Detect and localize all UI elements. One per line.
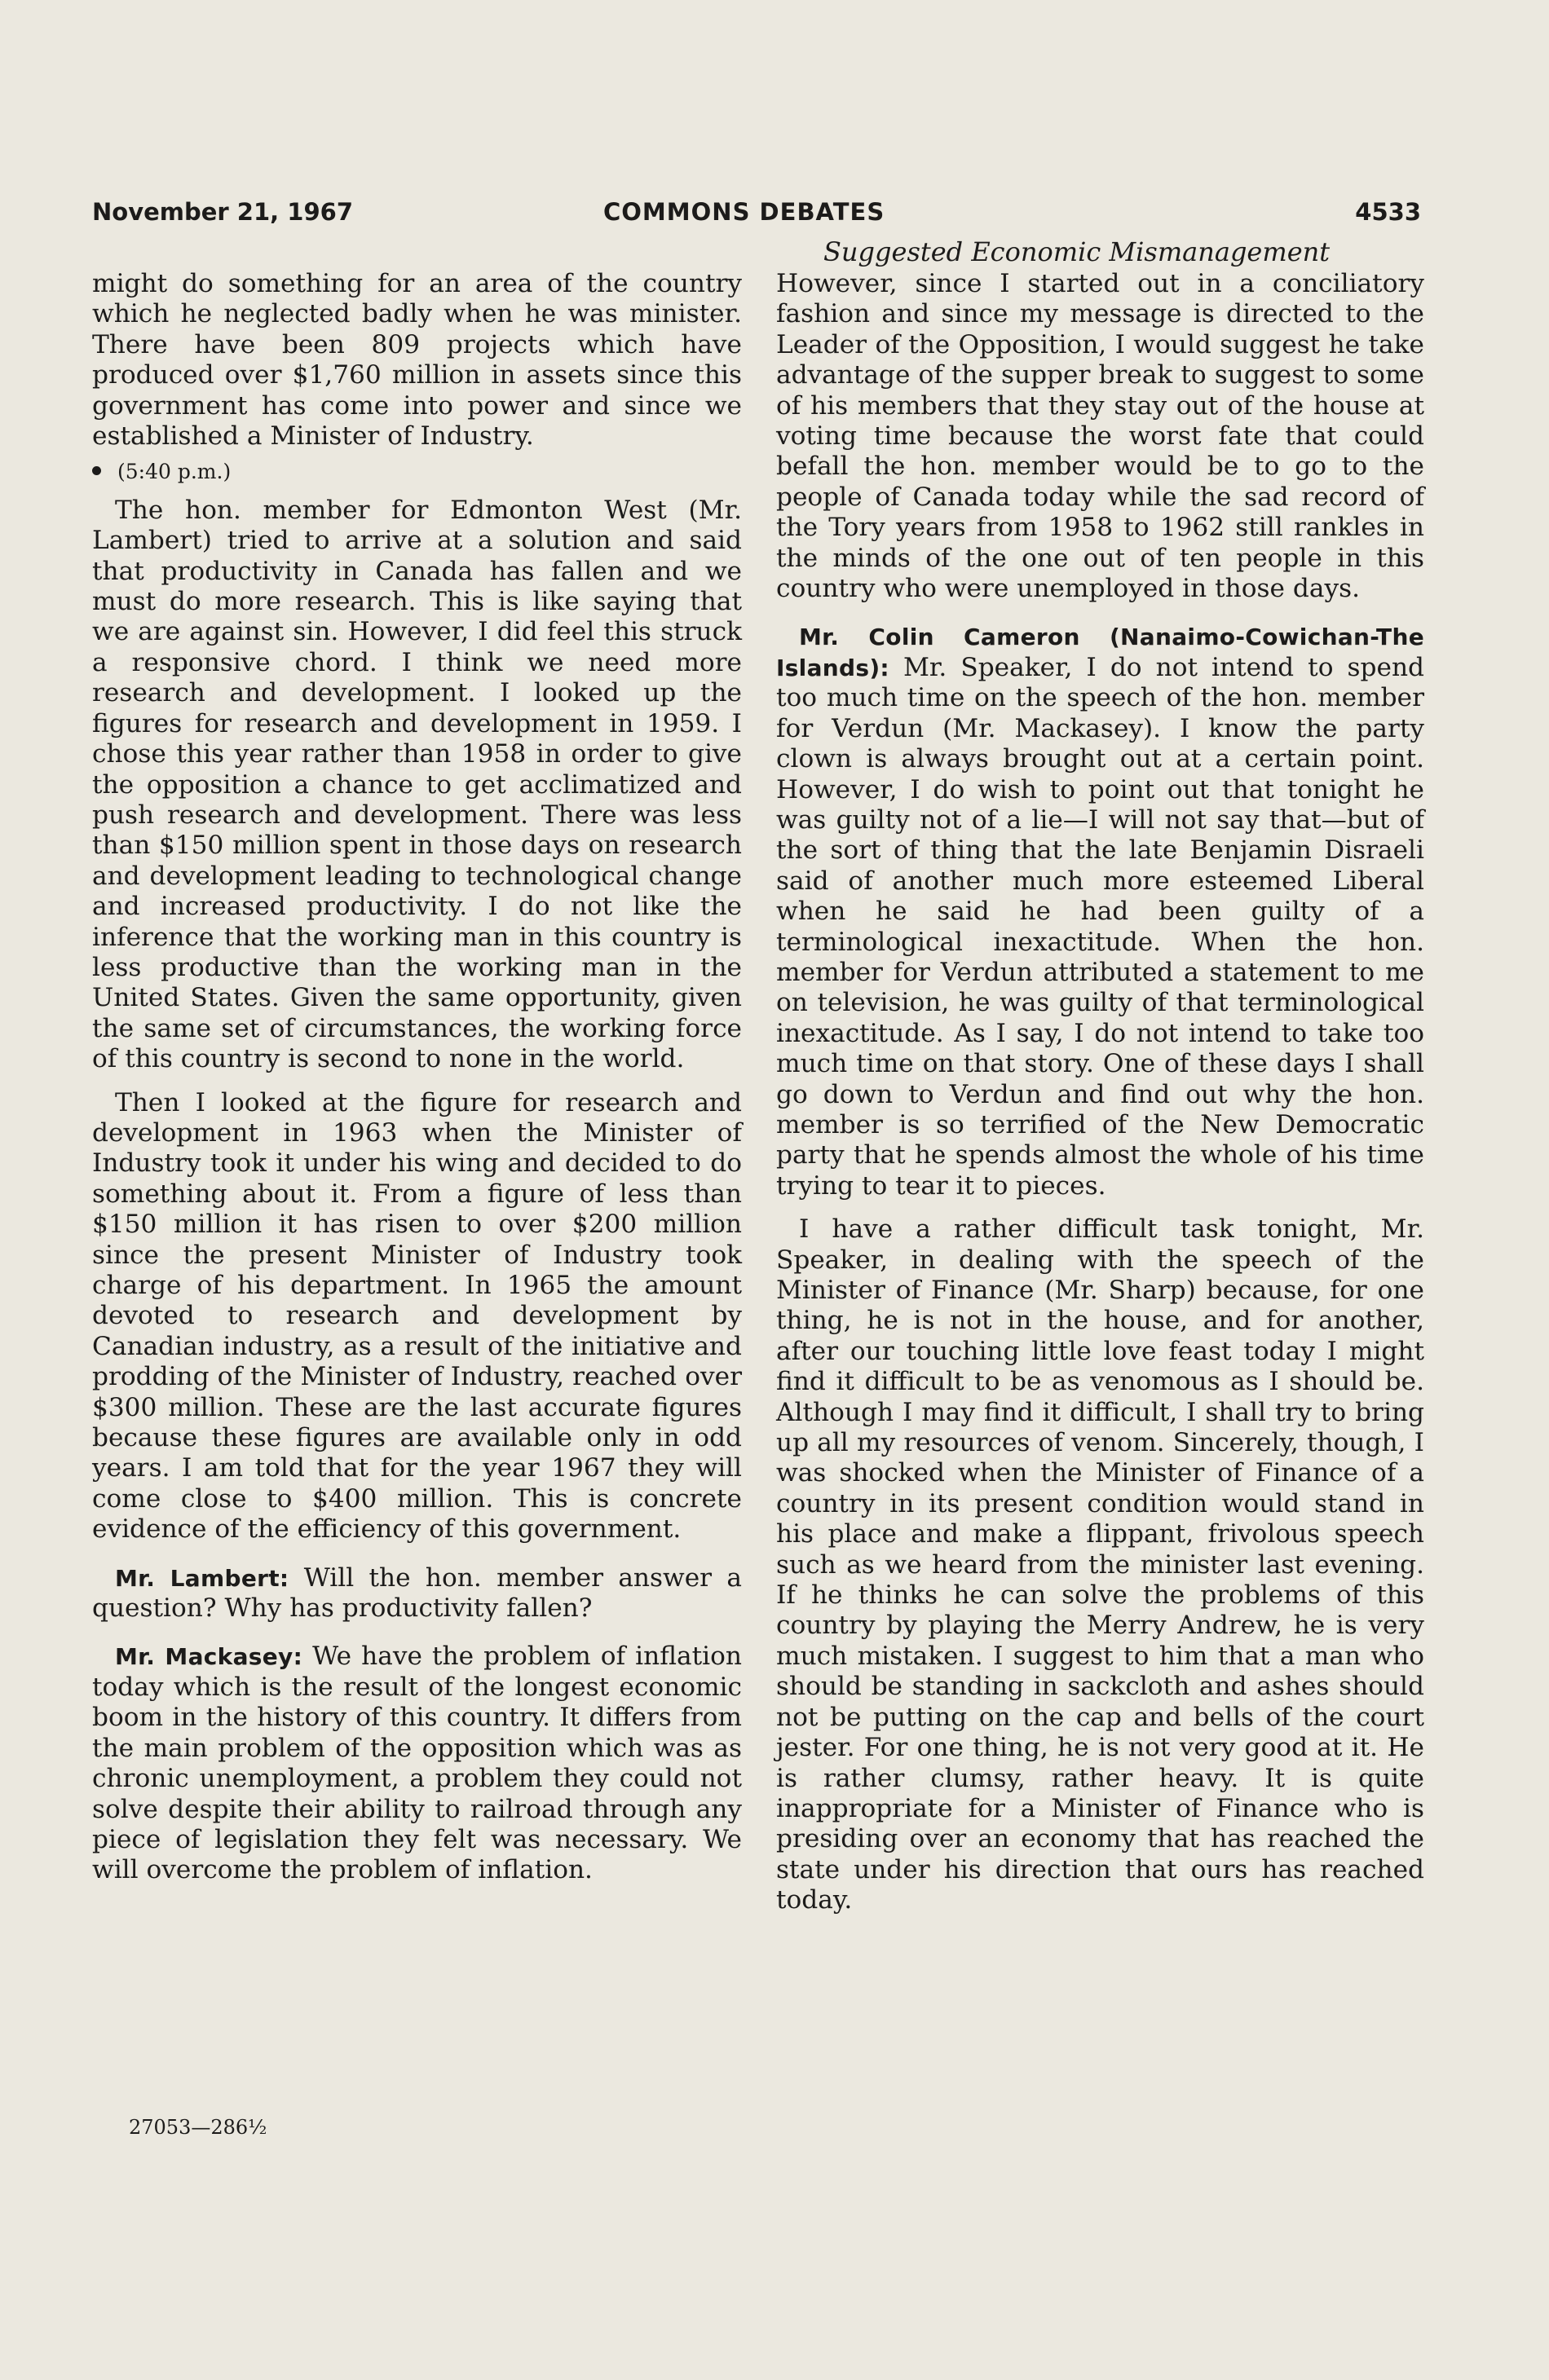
bullet-icon — [92, 466, 101, 475]
paragraph: Then I looked at the figure for research and development in 1963 when the Minister of Industry took it under his wing and decided to do something about it. From a figure of less than $150 million it has risen to over $200 million since the present Minister of Industry took charge of his department. In 1965 the amount devoted to research and development by Canadian industry, as a result of the initiative and prodding of the Minister of Industry, reached over $300 million. These are the last accurate figures because these figures are available only in odd years. I am told that for the year 1967 they will come close to $400 million. This is concrete evidence of the efficiency of this government. — [92, 1087, 742, 1545]
paragraph: However, since I started out in a conciliatory fashion and since my message is directed to the Leader of the Opposition, I would suggest he take advantage of the supper break to suggest to some of his members that they stay out of the house at voting time because the worst fate that could befall the hon. member would be to go to the people of Canada today while the sad record of the Tory years from 1958 to 1962 still rankles in the minds of the one out of ten people in this country who were unemployed in those days. — [776, 269, 1424, 604]
speaker-name: Mr. Lambert: — [115, 1564, 289, 1592]
speech-entry — [92, 1642, 742, 1885]
speech-entry — [776, 622, 1424, 1201]
speaker-name: Mr. Mackasey: — [115, 1643, 303, 1671]
header-journal-title: COMMONS DEBATES — [603, 198, 885, 226]
page-header — [92, 198, 1421, 231]
paragraph: might do something for an area of the country which he neglected badly when he was minister. There have been 809 projects which have produced over $1,760 million in assets since this government has come into power and since we established a Minister of Industry. — [92, 269, 742, 452]
speech-text: Will the hon. member answer a question? Why has productivity fallen? — [92, 1562, 742, 1624]
running-subtitle: Suggested Economic Mismanagement — [823, 236, 1331, 267]
paragraph: I have a rather difficult task tonight, Mr. Speaker, in dealing with the speech of the Minister of Finance (Mr. Sharp) because, for one thing, he is not in the house, and for another, after our touching little love feast today I might find it difficult to be as venomous as I should be. Although I may find it difficult, I shall try to bring up all my resources of venom. Sincerely, though, I was shocked when the Minister of Finance of a country in its present condition would stand in his place and make a flippant, frivolous speech such as we heard from the minister last evening. If he thinks he can solve the problems of this country by playing the Merry Andrew, he is very much mistaken. I suggest to him that a man who should be standing in sackcloth and ashes should not be putting on the cap and bells of the court jester. For one thing, he is not very good at it. He is rather clumsy, rather heavy. It is quite inappropriate for a Minister of Finance who is presiding over an economy that has reached the state under his direction that ours has reached today. — [776, 1214, 1424, 1915]
timestamp-text: (5:40 p.m.) — [117, 460, 232, 484]
speaker-name: Mr. Colin Cameron (Nanaimo-Cowichan-The Islands): — [776, 624, 1424, 681]
timestamp — [92, 456, 742, 487]
speech-text: We have the problem of inflation today which is the result of the longest economic boom in the history of this country. It differs from the main problem of the opposition which was as chronic unemployment, a problem they could not solve despite their ability to railroad through any piece of legislation they felt was necessary. We will overcome the problem of inflation. — [92, 1642, 742, 1885]
right-column — [776, 269, 1424, 1916]
speech-text: Mr. Speaker, I do not intend to spend too much time on the speech of the hon. member for Verdun (Mr. Mackasey). I know the party clown is always brought out at a certain point. However, I do wish to point out that tonight he was guilty not of a lie—I will not say that—but of the sort of thing that the late Benjamin Disraeli said of another much more esteemed Liberal when he said he had been guilty of a terminological inexactitude. When the hon. member for Verdun attributed a statement to me on television, he was guilty of that terminological inexactitude. As I say, I do not intend to take too much time on that story. One of these days I shall go down to Verdun and find out why the hon. member is so terrified of the New Democratic party that he spends almost the whole of his time trying to tear it to pieces. — [776, 652, 1424, 1201]
paragraph: The hon. member for Edmonton West (Mr. Lambert) tried to arrive at a solution and said that productivity in Canada has fallen and we must do more research. This is like saying that we are against sin. However, I did feel this struck a responsive chord. I think we need more research and development. I looked up the figures for research and development in 1959. I chose this year rather than 1958 in order to give the opposition a chance to get acclimatized and push research and development. There was less than $150 million spent in those days on research and development leading to technological change and increased productivity. I do not like the inference that the working man in this country is less productive than the working man in the United States. Given the same opportunity, given the same set of circumstances, the working force of this country is second to none in the world. — [92, 495, 742, 1074]
header-page-number: 4533 — [1355, 198, 1421, 226]
header-date: November 21, 1967 — [92, 198, 353, 226]
printer-footnote: 27053—286½ — [129, 2116, 267, 2139]
left-column — [92, 269, 742, 1886]
speech-entry — [92, 1563, 742, 1624]
